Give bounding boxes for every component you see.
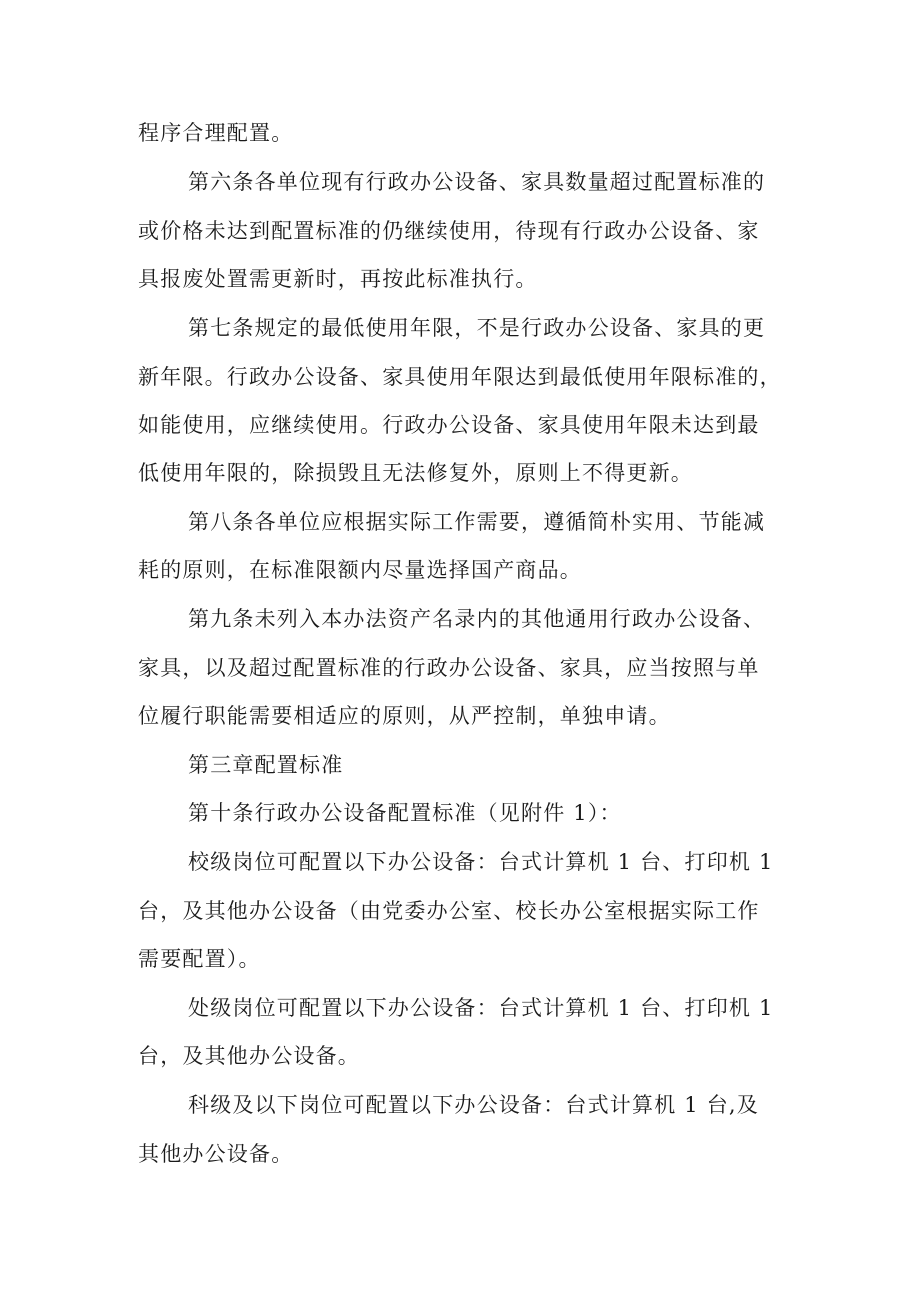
text-line: 第十条行政办公设备配置标准（见附件 1）： (188, 801, 622, 825)
text-line: 耗的原则，在标准限额内尽量选择国产商品。 (138, 558, 582, 582)
text-line: 校级岗位可配置以下办公设备：台式计算机 1 台、打印机 1 (188, 850, 774, 874)
text-line: 位履行职能需要相适应的原则，从严控制，单独申请。 (138, 704, 671, 728)
text-line: 台，及其他办公设备（由党委办公室、校长办公室根据实际工作 (138, 899, 760, 923)
text-line: 第八条各单位应根据实际工作需要，遵循简朴实用、节能减 (188, 510, 766, 534)
text-line: 家具，以及超过配置标准的行政办公设备、家具，应当按照与单 (138, 656, 760, 680)
text-line: 新年限。行政办公设备、家具使用年限达到最低使用年限标准的， (138, 365, 782, 389)
text-line: 台，及其他办公设备。 (138, 1044, 360, 1068)
text-line: 第七条规定的最低使用年限，不是行政办公设备、家具的更 (188, 316, 766, 340)
text-line: 其他办公设备。 (138, 1142, 294, 1166)
text-line: 如能使用，应继续使用。行政办公设备、家具使用年限未达到最 (138, 413, 760, 437)
text-line: 处级岗位可配置以下办公设备：台式计算机 1 台、打印机 1 (188, 996, 774, 1020)
chapter-heading: 第三章配置标准 (188, 753, 344, 777)
text-line: 程序合理配置。 (138, 121, 294, 145)
text-line: 第九条未列入本办法资产名录内的其他通用行政办公设备、 (188, 607, 766, 631)
text-line: 第六条各单位现有行政办公设备、家具数量超过配置标准的 (188, 170, 766, 194)
text-line: 科级及以下岗位可配置以下办公设备：台式计算机 1 台,及 (188, 1093, 759, 1117)
text-line: 低使用年限的，除损毁且无法修复外，原则上不得更新。 (138, 461, 693, 485)
text-line: 或价格未达到配置标准的仍继续使用，待现有行政办公设备、家 (138, 219, 760, 243)
text-line: 需要配置）。 (138, 947, 261, 971)
text-line: 具报废处置需更新时，再按此标准执行。 (138, 267, 538, 291)
